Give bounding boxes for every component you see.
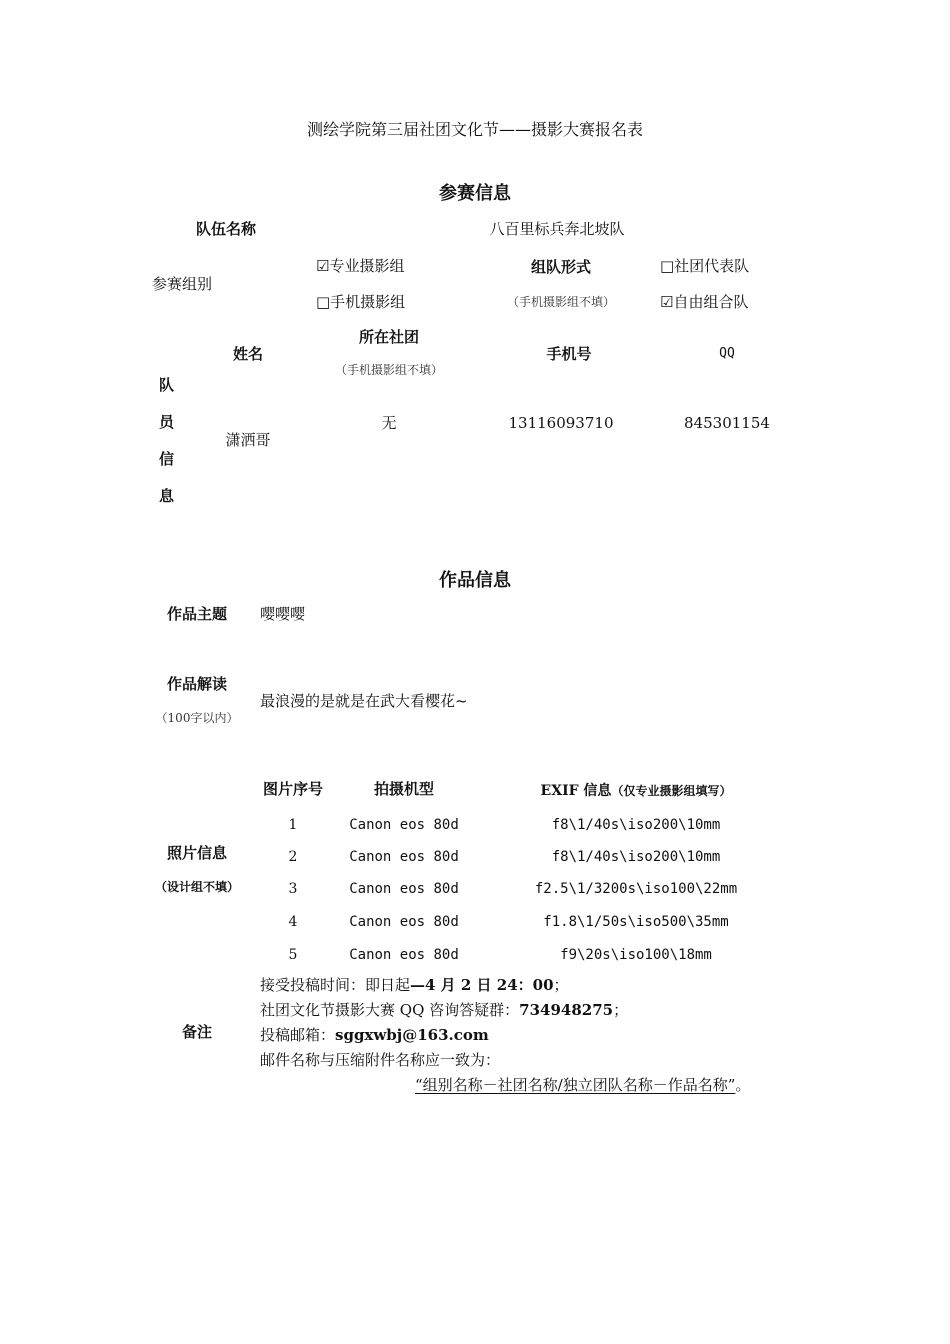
photo-info-note: （设计组不填） — [154, 880, 240, 894]
remarks-deadline-value: —4 月 2 日 24：00 — [410, 976, 554, 994]
photo-exif: f9\20s\iso100\18mm — [560, 947, 712, 963]
photo-exif: f8\1/40s\iso200\10mm — [551, 817, 721, 833]
member-name-value: 潇洒哥 — [225, 431, 271, 449]
remarks-email-prefix: 投稿邮箱： — [260, 1026, 336, 1044]
remarks-qq-suffix: ； — [613, 1001, 629, 1019]
interp-value: 最浪漫的是就是在武大看樱花~ — [260, 692, 468, 710]
member-club-note: （手机摄影组不填） — [334, 363, 444, 377]
team-name-label: 队伍名称 — [195, 220, 257, 238]
member-name-header: 姓名 — [232, 345, 264, 363]
photo-exif-header: EXIF 信息 — [540, 783, 612, 799]
member-qq-header: QQ — [719, 346, 735, 361]
photo-seq: 5 — [288, 947, 298, 963]
remarks-qq-value: 734948275 — [519, 1001, 614, 1019]
team-form-note: （手机摄影组不填） — [506, 295, 616, 309]
photo-camera: Canon eos 80d — [349, 817, 459, 833]
interp-label: 作品解读 — [166, 675, 228, 693]
remarks-label: 备注 — [181, 1023, 213, 1041]
member-club-value: 无 — [381, 414, 397, 432]
photo-camera: Canon eos 80d — [349, 914, 459, 930]
remarks-line-format — [415, 1078, 750, 1093]
theme-label: 作品主题 — [166, 605, 228, 623]
members-label-char: 息 — [159, 487, 175, 505]
group-option-phone[interactable]: □手机摄影组 — [316, 293, 406, 311]
interp-note: （100字以内） — [155, 711, 239, 725]
member-qq-value: 845301154 — [684, 414, 770, 432]
photo-seq: 3 — [288, 881, 298, 897]
remarks-line-email — [260, 1028, 489, 1043]
team-form-option-club[interactable]: □社团代表队 — [660, 257, 750, 275]
photo-camera: Canon eos 80d — [349, 849, 459, 865]
remarks-format-value: “组别名称－社团名称/独立团队名称－作品名称” — [415, 1076, 736, 1094]
photo-camera: Canon eos 80d — [349, 947, 459, 963]
remarks-qq-prefix: 社团文化节摄影大赛 QQ 咨询答疑群： — [260, 1001, 520, 1019]
remarks-line-naming: 邮件名称与压缩附件名称应一致为： — [260, 1051, 501, 1069]
group-label: 参赛组别 — [152, 275, 213, 293]
page-title: 测绘学院第三届社团文化节——摄影大赛报名表 — [306, 120, 644, 139]
team-name-value: 八百里标兵奔北坡队 — [489, 220, 625, 238]
photo-exif: f1.8\1/50s\iso500\35mm — [543, 914, 729, 930]
remarks-email-value[interactable]: sggxwbj@163.com — [335, 1026, 489, 1044]
work-info-heading: 作品信息 — [439, 570, 511, 591]
remarks-format-suffix: 。 — [735, 1076, 751, 1094]
photo-seq: 1 — [288, 817, 298, 833]
theme-value: 嘤嘤嘤 — [260, 605, 306, 623]
members-label-char: 员 — [159, 413, 175, 431]
member-phone-value: 13116093710 — [508, 414, 614, 432]
photo-seq: 4 — [288, 914, 298, 930]
photo-camera-header: 拍摄机型 — [373, 780, 435, 798]
remarks-line-deadline — [260, 978, 569, 993]
remarks-deadline-prefix: 接受投稿时间：即日起 — [260, 976, 411, 994]
photo-exif: f8\1/40s\iso200\10mm — [551, 849, 721, 865]
members-label-char: 信 — [159, 450, 175, 468]
photo-seq: 2 — [288, 849, 298, 865]
member-club-header: 所在社团 — [358, 328, 420, 346]
photo-exif-header-group — [541, 782, 732, 798]
member-phone-header: 手机号 — [546, 345, 592, 363]
photo-camera: Canon eos 80d — [349, 881, 459, 897]
team-form-label: 组队形式 — [530, 258, 592, 276]
entry-info-heading: 参赛信息 — [439, 183, 511, 204]
remarks-line-qq-group — [260, 1003, 628, 1018]
team-form-option-free[interactable]: ☑自由组合队 — [660, 293, 749, 311]
remarks-deadline-suffix: ； — [553, 976, 569, 994]
group-option-pro[interactable]: ☑专业摄影组 — [316, 257, 405, 275]
photo-seq-header: 图片序号 — [262, 780, 324, 798]
photo-exif: f2.5\1/3200s\iso100\22mm — [534, 881, 738, 897]
photo-info-label: 照片信息 — [166, 844, 228, 862]
members-label-char: 队 — [159, 376, 175, 394]
photo-exif-note: （仅专业摄影组填写） — [611, 784, 732, 798]
